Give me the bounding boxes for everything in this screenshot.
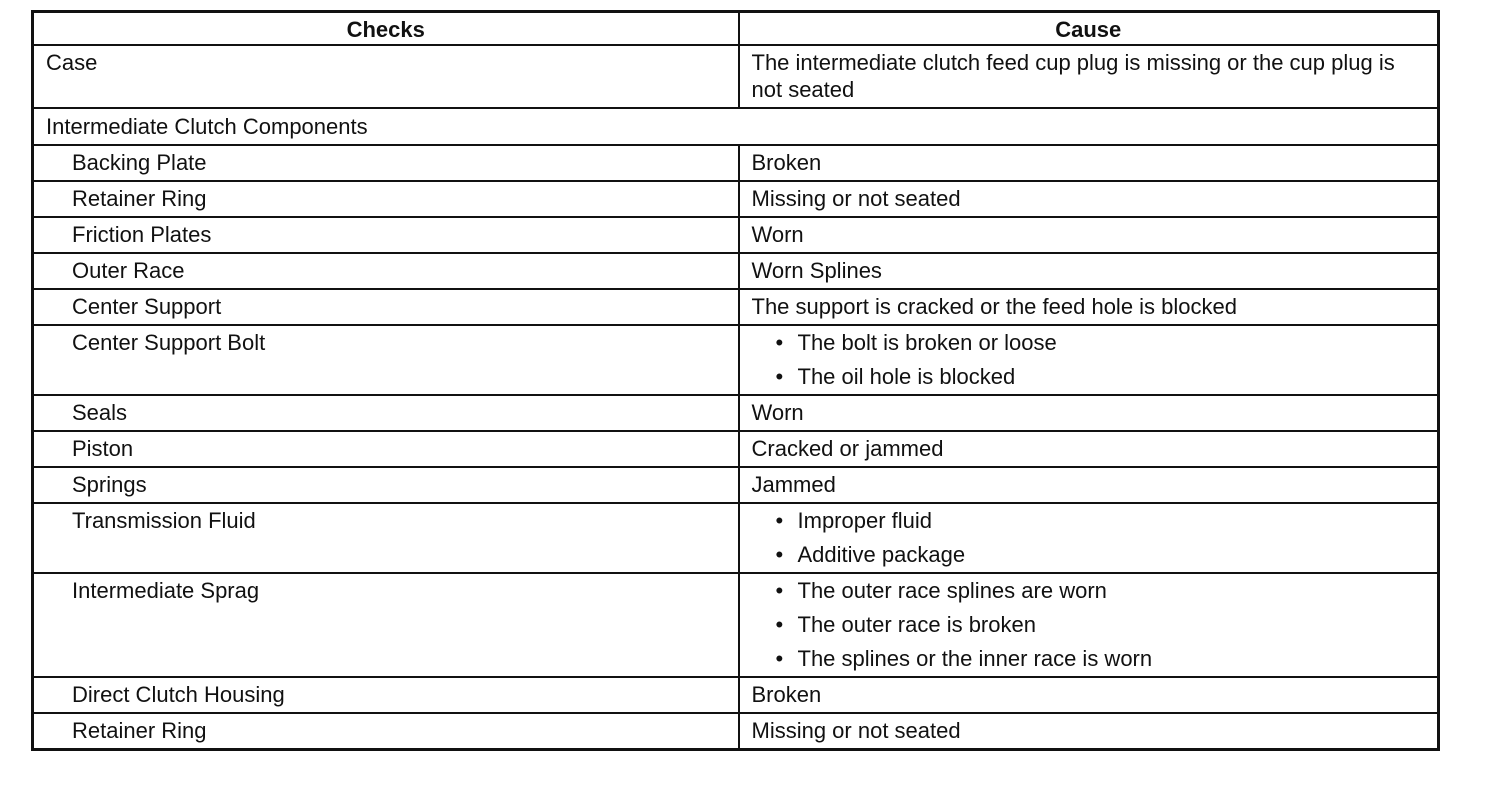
cause-cell: Missing or not seated <box>739 713 1439 750</box>
table-row <box>33 395 1439 431</box>
table-row <box>33 431 1439 467</box>
cause-cell <box>739 573 1439 677</box>
cause-bullet: • The oil hole is blocked <box>776 363 1426 390</box>
cause-cell: Worn Splines <box>739 253 1439 289</box>
table-row <box>33 253 1439 289</box>
cause-cell: Cracked or jammed <box>739 431 1439 467</box>
table-row <box>33 713 1439 750</box>
table-row <box>33 503 1439 573</box>
cause-cell: Missing or not seated <box>739 181 1439 217</box>
cause-bullet: • The outer race is broken <box>776 611 1426 638</box>
cause-cell: Broken <box>739 677 1439 713</box>
cause-bullet-list <box>752 329 1426 390</box>
cause-cell <box>739 325 1439 395</box>
cause-bullet-list <box>752 507 1426 568</box>
check-cell: Retainer Ring <box>33 181 739 217</box>
table-row <box>33 289 1439 325</box>
cause-bullet: • The splines or the inner race is worn <box>776 645 1426 672</box>
cause-cell: Worn <box>739 395 1439 431</box>
table-row <box>33 145 1439 181</box>
cause-cell: Jammed <box>739 467 1439 503</box>
cause-bullet: • Additive package <box>776 541 1426 568</box>
cause-cell: The intermediate clutch feed cup plug is missing or the cup plug is not seated <box>739 45 1439 108</box>
cause-bullet-list <box>752 577 1426 672</box>
diagnosis-table <box>31 10 1440 751</box>
table-row <box>33 45 1439 108</box>
column-header-checks: Checks <box>33 12 739 45</box>
check-cell: Springs <box>33 467 739 503</box>
check-cell: Center Support <box>33 289 739 325</box>
cause-bullet: • The bolt is broken or loose <box>776 329 1426 356</box>
check-cell: Center Support Bolt <box>33 325 739 395</box>
check-cell: Friction Plates <box>33 217 739 253</box>
section-heading: Intermediate Clutch Components <box>33 108 1439 145</box>
cause-cell: The support is cracked or the feed hole is blocked <box>739 289 1439 325</box>
table-row <box>33 181 1439 217</box>
check-cell: Outer Race <box>33 253 739 289</box>
check-cell: Retainer Ring <box>33 713 739 750</box>
check-cell: Transmission Fluid <box>33 503 739 573</box>
table-row <box>33 677 1439 713</box>
cause-bullet: • The outer race splines are worn <box>776 577 1426 604</box>
cause-cell: Broken <box>739 145 1439 181</box>
check-cell: Direct Clutch Housing <box>33 677 739 713</box>
cause-bullet: • Improper fluid <box>776 507 1426 534</box>
column-header-cause: Cause <box>739 12 1439 45</box>
table-row <box>33 325 1439 395</box>
table-header-row <box>33 12 1439 45</box>
cause-cell <box>739 503 1439 573</box>
check-cell: Piston <box>33 431 739 467</box>
table-row <box>33 217 1439 253</box>
check-cell: Case <box>33 45 739 108</box>
check-cell: Seals <box>33 395 739 431</box>
table-row <box>33 573 1439 677</box>
check-cell: Intermediate Sprag <box>33 573 739 677</box>
check-cell: Backing Plate <box>33 145 739 181</box>
table-row <box>33 467 1439 503</box>
cause-cell: Worn <box>739 217 1439 253</box>
section-row <box>33 108 1439 145</box>
